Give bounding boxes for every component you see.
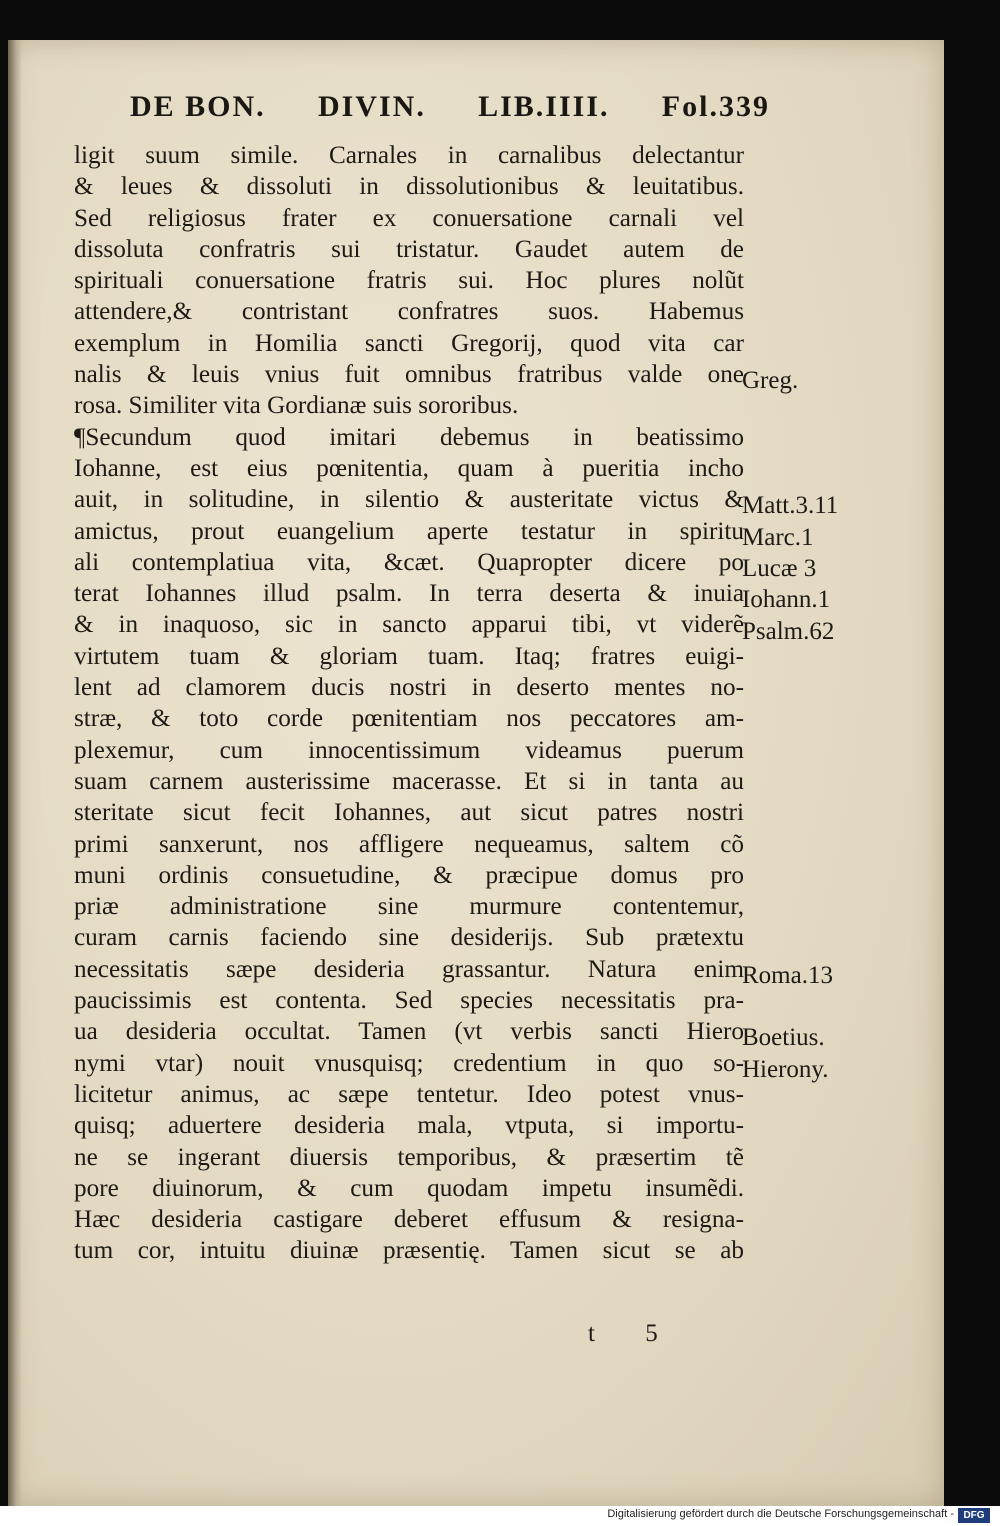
margin-note: Marc.1 [742,523,814,551]
text-line: steritate sicut fecit Iohannes, aut sicut patres nostri [74,799,744,827]
main-text-block [74,140,744,1267]
text-line: paucissimis est contenta. Sed species necessitatis pra- [74,987,744,1015]
text-line: attendere,& contristant confratres suos. Habemus [74,298,744,326]
text-line: suam carnem austerissime macerasse. Et si in tanta au [74,767,744,795]
margin-note: Roma.13 [742,961,833,989]
text-line: terat Iohannes illud psalm. In terra deserta & inuia [74,580,744,608]
text-line: Iohanne, est eius pœnitentia, quam à pueritia incho [74,454,744,482]
text-line: primi sanxerunt, nos affligere nequeamus, saltem cõ [74,830,744,858]
text-line: ne se ingerant diuersis temporibus, & præsertim tẽ [74,1143,744,1171]
text-line: ligit suum simile. Carnales in carnalibus delectantur [74,142,744,169]
text-line: plexemur, cum innocentissimum videamus puerum [74,736,744,764]
text-line: Hæc desideria castigare deberet effusum & resigna- [74,1206,744,1234]
text-line: tum cor, intuitu diuinæ præsentię. Tamen sicut se ab [74,1237,744,1265]
margin-note: Boetius. [742,1024,825,1052]
text-line: spirituali conuersatione fratris sui. Hoc plures nolũt [74,267,744,295]
text-line: curam carnis faciendo sine desiderijs. Sub prætextu [74,924,744,952]
folio-number: Fol.339 [661,90,770,123]
text-line: muni ordinis consuetudine, & præcipue domus pro [74,861,744,889]
dfg-logo-icon: DFG [958,1508,990,1523]
text-line: Sed religiosus frater ex conuersatione carnali vel [74,204,744,232]
running-head [130,90,770,124]
text-line: & leues & dissoluti in dissolutionibus & leuitatibus. [74,173,744,201]
running-head-subject: DIVIN. [317,90,426,123]
margin-note: Iohann.1 [742,586,831,614]
text-line: ua desideria occultat. Tamen (vt verbis sancti Hiero [74,1018,744,1046]
running-head-title: DE BON. [130,90,266,123]
text-line: pore diuinorum, & cum quodam impetu insumẽdi. [74,1174,744,1202]
running-head-book: LIB.IIII. [478,90,610,123]
text-line: nalis & leuis vnius fuit omnibus fratribus valde one [74,361,744,389]
text-line: ¶Secundum quod imitari debemus in beatissimo [74,423,744,451]
text-line: dissoluta confratris sui tristatur. Gaudet autem de [74,235,744,263]
text-line: quisq; aduertere desideria mala, vtputa, si importu- [74,1112,744,1140]
text-line: & in inaquoso, sic in sancto apparui tibi, vt viderẽ [74,611,744,639]
text-line: amictus, prout euangelium aperte testatur in spiritu [74,517,744,545]
page-spine-edge [8,40,22,1506]
margin-note: Psalm.62 [742,617,835,645]
text-line: necessitatis sæpe desideria grassantur. Natura enim [74,955,744,983]
margin-note: Hierony. [742,1055,829,1083]
book-page [8,40,944,1506]
margin-note: Lucæ 3 [742,554,817,582]
text-line: stræ, & toto corde pœnitentiam nos peccatores am- [74,705,744,733]
margin-note: Greg. [742,367,799,395]
text-line: priæ administratione sine murmure contentemur, [74,893,744,921]
text-line: licitetur animus, ac sæpe tentetur. Ideo potest vnus- [74,1080,744,1108]
text-line: exemplum in Homilia sancti Gregorij, quod vita car [74,329,744,357]
text-line: lent ad clamorem ducis nostri in deserto mentes no- [74,674,744,702]
digitization-footer [0,1506,1000,1526]
margin-note: Matt.3.11 [742,492,839,520]
text-line: virtutem tuam & gloriam tuam. Itaq; fratres euigi- [74,642,744,670]
footer-credit: Digitalisierung gefördert durch die Deutsche Forschungsgemeinschaft - [607,1508,954,1520]
text-line: auit, in solitudine, in silentio & austeritate victus & [74,486,744,514]
text-line: rosa. Similiter vita Gordianæ suis sororibus. [74,392,519,420]
signature-mark: t 5 [588,1320,680,1347]
text-line: nymi vtar) nouit vnusquisq; credentium in quo so- [74,1049,744,1077]
text-line: ali contemplatiua vita, &cæt. Quapropter dicere po [74,548,744,576]
